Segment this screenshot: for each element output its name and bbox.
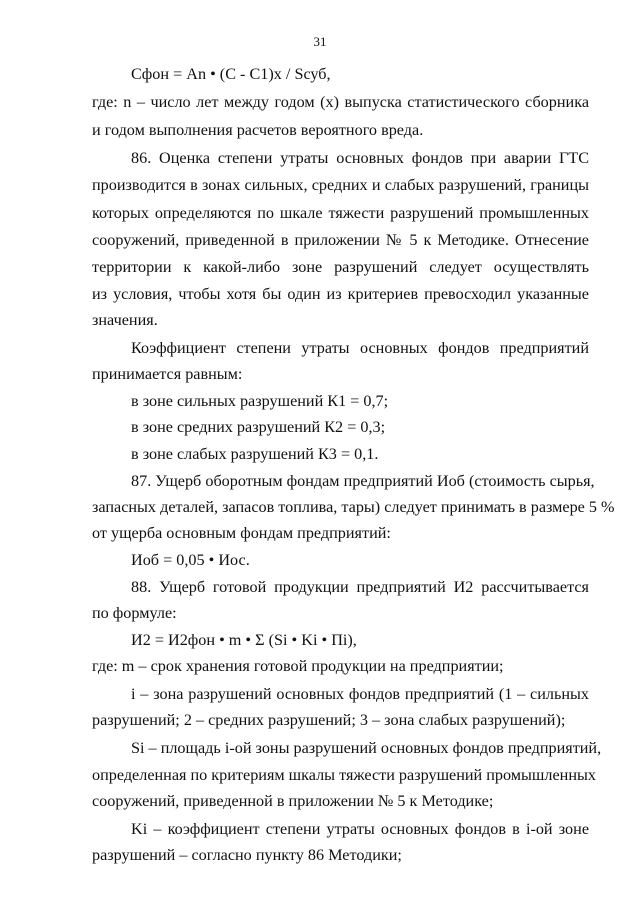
- text-line: значения.: [92, 311, 158, 329]
- paragraph-88-start: 88. Ущерб готовой продукции предприятий И2 рассчитывается: [131, 578, 589, 596]
- text-line: производится в зонах сильных, средних и слабых разрушений, границы: [92, 176, 589, 194]
- zone-medium: в зоне средних разрушений К2 = 0,3;: [131, 418, 386, 436]
- ki-definition: Ki – коэффициент степени утраты основных фондов в i-ой зоне: [131, 820, 589, 838]
- text-line: от ущерба основным фондам предприятий:: [92, 524, 391, 542]
- page-number: 31: [313, 34, 327, 49]
- text-line: из условия, чтобы хотя бы один из критериев превосходил указанные: [92, 285, 589, 303]
- text-line: которых определяются по шкале тяжести разрушений промышленных: [92, 204, 589, 222]
- text-line: определенная по критериям шкалы тяжести разрушений промышленных: [92, 766, 596, 784]
- coefficient-paragraph: Коэффициент степени утраты основных фондов предприятий: [131, 339, 589, 357]
- formula-i2: И2 = И2фон • m • Σ (Si • Ki • Пi),: [131, 631, 357, 649]
- text-line: запасных деталей, запасов топлива, тары) следует принимать в размере 5 %: [92, 498, 615, 516]
- formula-cfon: Сфон = Аn • (С - С1)х / Sсуб,: [131, 65, 331, 83]
- si-definition: Si – площадь i-ой зоны разрушений основных фондов предприятий,: [131, 739, 602, 757]
- zone-weak: в зоне слабых разрушений К3 = 0,1.: [131, 445, 379, 463]
- text-line: принимается равным:: [92, 365, 243, 383]
- text-line: сооружений, приведенной в приложении № 5 к Методике;: [92, 792, 494, 810]
- formula-iob: Иоб = 0,05 • Иос.: [131, 551, 250, 569]
- zone-index-definition: i – зона разрушений основных фондов предприятий (1 – сильных: [131, 685, 589, 703]
- text-line: где: m – срок хранения готовой продукции на предприятии;: [92, 657, 504, 675]
- text-line: по формуле:: [92, 604, 177, 622]
- text-line: и годом выполнения расчетов вероятного вреда.: [92, 121, 424, 139]
- text-line: разрушений – согласно пункту 86 Методики;: [92, 846, 402, 864]
- zone-strong: в зоне сильных разрушений К1 = 0,7;: [131, 392, 389, 410]
- paragraph-86-start: 86. Оценка степени утраты основных фондов при аварии ГТС: [131, 149, 589, 167]
- text-line: где: n – число лет между годом (x) выпуска статистического сборника: [92, 93, 589, 111]
- text-line: разрушений; 2 – средних разрушений; 3 – зона слабых разрушений);: [92, 711, 566, 729]
- paragraph-87-start: 87. Ущерб оборотным фондам предприятий Иоб (стоимость сырья,: [131, 472, 595, 490]
- text-line: сооружений, приведенной в приложении № 5 к Методике. Отнесение: [92, 231, 589, 249]
- text-line: территории к какой-либо зоне разрушений следует осуществлять: [92, 258, 589, 276]
